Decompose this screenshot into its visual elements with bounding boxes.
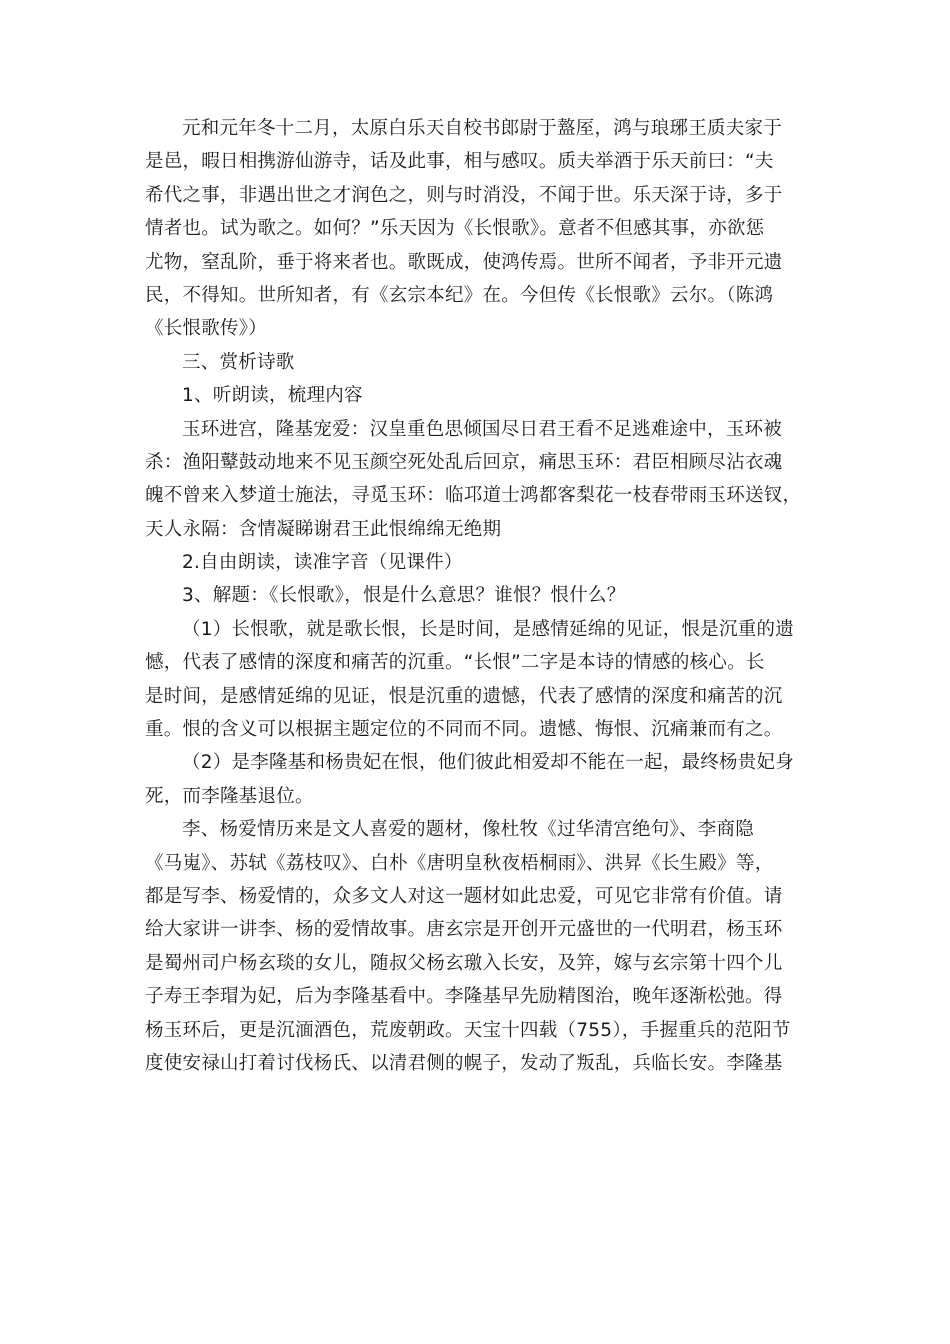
text-line: 《马嵬》、苏轼《荔枝叹》、白朴《唐明皇秋夜梧桐雨》、洪昇《长生殿》等， — [145, 852, 774, 874]
text-line: 是邑，暇日相携游仙游寺，话及此事，相与感叹。质夫举酒于乐天前曰：“夫 — [145, 151, 774, 173]
text-line: 给大家讲一讲李、杨的爱情故事。唐玄宗是开创开元盛世的一代明君，杨玉环 — [145, 919, 783, 941]
text-line: 重。恨的含义可以根据主题定位的不同而不同。遗憾、悔恨、沉痛兼而有之。 — [145, 719, 783, 741]
text-line: 杀：渔阳鼙鼓动地来不见玉颜空死处乱后回京，痛思玉环：君臣相顾尽沾衣魂 — [145, 451, 783, 473]
text-line: 是蜀州司户杨玄琰的女儿，随叔父杨玄璬入长安，及笄，嫁与玄宗第十四个儿 — [145, 952, 783, 974]
text-line: 3、解题：《长恨歌》，恨是什么意思？谁恨？恨什么？ — [182, 585, 626, 607]
text-line: 1、听朗读，梳理内容 — [182, 385, 363, 407]
text-line: 是时间，是感情延绵的见证，恨是沉重的遗憾，代表了感情的深度和痛苦的沉 — [145, 685, 783, 707]
text-line: 憾，代表了感情的深度和痛苦的沉重。“长恨”二字是本诗的情感的核心。长 — [145, 652, 765, 674]
text-line: （2）是李隆基和杨贵妃在恨，他们彼此相爱却不能在一起，最终杨贵妃身 — [182, 752, 795, 774]
document-page — [145, 112, 805, 1080]
text-line: 民，不得知。世所知者，有《玄宗本纪》在。今但传《长恨歌》云尔。（陈鸿 — [145, 284, 774, 306]
text-line: （1）长恨歌，就是歌长恨，长是时间，是感情延绵的见证，恨是沉重的遗 — [182, 618, 795, 640]
text-line: 尤物，窒乱阶，垂于将来者也。歌既成，使鸿传焉。世所不闻者，予非开元遗 — [145, 251, 783, 273]
text-line: 天人永隔：含情凝睇谢君王此恨绵绵无绝期 — [145, 518, 502, 540]
text-line: 子寿王李瑁为妃，后为李隆基看中。李隆基早先励精图治，晚年逐渐松弛。得 — [145, 986, 783, 1008]
text-line: 杨玉环后，更是沉湎酒色，荒废朝政。天宝十四载（755），手握重兵的范阳节 — [145, 1019, 791, 1041]
text-line: 李、杨爱情历来是文人喜爱的题材，像杜牧《过华清宫绝句》、李商隐 — [182, 819, 755, 841]
text-line: 死，而李隆基退位。 — [145, 785, 314, 807]
text-line: 希代之事，非遇出世之才润色之，则与时消没，不闻于世。乐天深于诗，多于 — [145, 184, 783, 206]
text-line: 玉环进宫，隆基宠爱：汉皇重色思倾国尽日君王看不足逃难途中，玉环被 — [182, 418, 783, 440]
text-line: 2.自由朗读，读准字音（见课件） — [182, 552, 463, 574]
text-line: 情者也。试为歌之。如何？”乐天因为《长恨歌》。意者不但感其事，亦欲惩 — [145, 218, 765, 240]
text-line: 都是写李、杨爱情的，众多文人对这一题材如此忠爱，可见它非常有价值。请 — [145, 885, 783, 907]
text-line: 《长恨歌传》） — [145, 318, 268, 340]
text-line: 元和元年冬十二月，太原白乐天自校书郎尉于盩厔，鸿与琅琊王质夫家于 — [182, 118, 783, 139]
text-line: 魄不曾来入梦道士施法，寻觅玉环：临邛道士鸿都客梨花一枝春带雨玉环送钗， — [145, 485, 802, 507]
text-line: 度使安禄山打着讨伐杨氏、以清君侧的幌子，发动了叛乱，兵临长安。李隆基 — [145, 1052, 783, 1074]
text-line: 三、赏析诗歌 — [182, 351, 295, 373]
